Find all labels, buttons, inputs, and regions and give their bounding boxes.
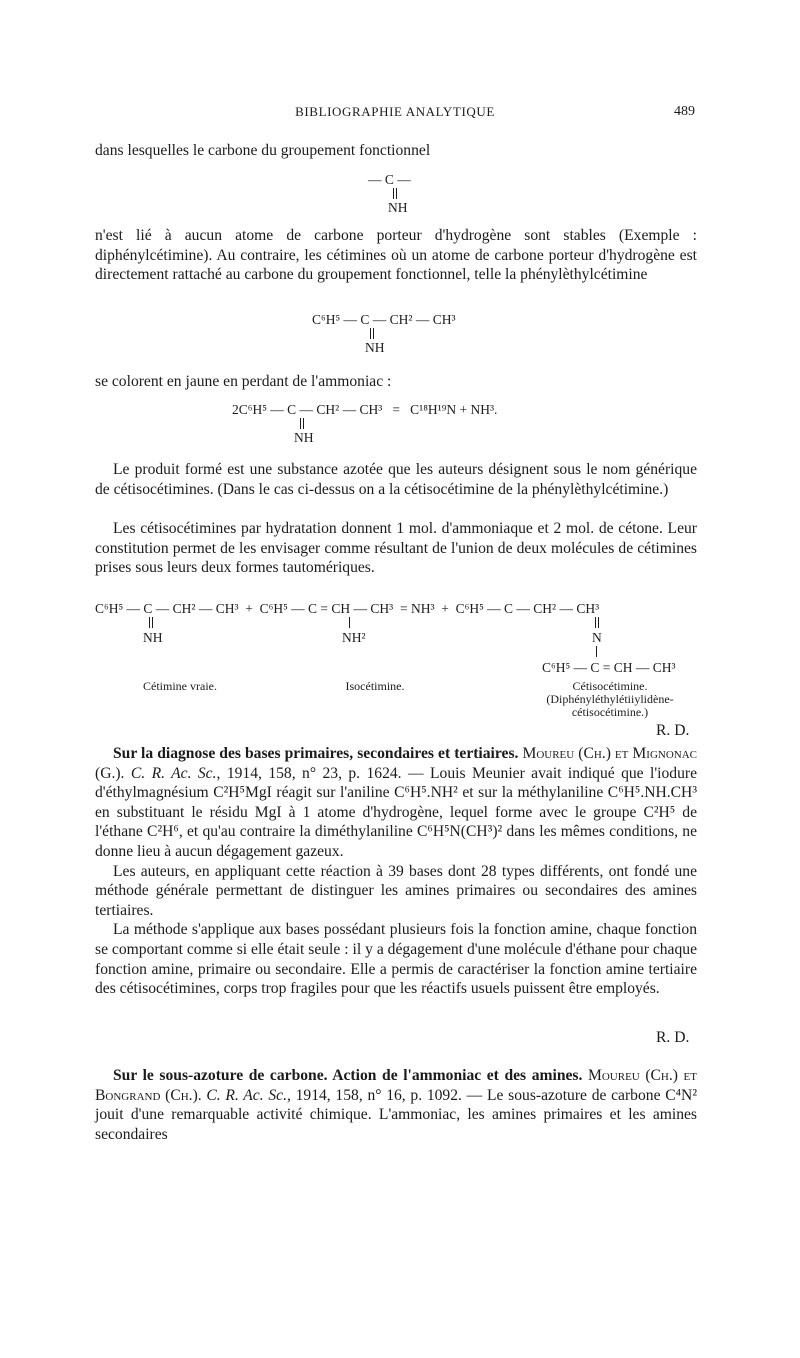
colorent-line [95,372,697,392]
art3-title: Sur le sous-azoture de carbone. Action de l'ammoniac et des amines. [113,1067,583,1084]
art2-title: Sur la diagnose des bases primaires, secondaires et tertiaires. [113,745,519,762]
para2-text: Le produit formé est une substance azotée que les auteurs désignent sous le nom générique de cétisocétimines. (Dans le cas ci-dessus on a la cétisocétimine de la phénylèthylcétimine.) [95,461,697,498]
art3-authors: Moureu (Ch.) et Bongrand (Ch.). [95,1067,697,1104]
art2-para3: La méthode s'applique aux bases possédant plusieurs fois la fonction amine, chaque fonction se comportant comme si elle était seule : il y a dégagement d'une molécule d'éthane pour chaque fonction amine, primaire ou secondaire. Elle a permis de caractériser la fonction amine tertiaire des cétisocétimines, corps trop fragiles pour que les réactifs usuels puissent être employés. [95,921,697,998]
art2-authors: Moureu (Ch.) et Mignonac (G.). [95,745,697,782]
art3-text: — Le sous-azoture de carbone C⁴N² jouit d'une remarquable activité chimique. L'ammoniac, les amines primaires et les amines secondaires [95,1086,697,1143]
article-sous-azoture [95,1066,697,1144]
running-header [95,104,695,126]
paragraph-1 [95,226,697,285]
eq4-n: N [592,630,602,645]
article-diagnose-bases [95,744,697,999]
art2-para2: Les auteurs, en appliquant cette réaction à 39 bases dont 28 types différents, ont fondé une méthode générale permettant de distinguer les amines primaires ou secondaires des amines tertiaires. [95,862,697,919]
intro-text: dans lesquelles le carbone du groupement fonctionnel [95,142,431,159]
art3-ref-tail: , 1914, 158, n° 16, p. 1092. [286,1086,462,1104]
signature-1: R. D. [656,722,690,739]
para1-text: n'est lié à aucun atome de carbone porteur d'hydrogène sont stables (Exemple : diphénylcétimine). Au contraire, les cétimines où un atome de carbone porteur d'hydrogène est directement rattaché au carbone du groupement fonctionnel, telle la phénylèthylcétimine [95,227,697,284]
formula2-top: C⁶H⁵ — C — CH² — CH³ [312,312,456,327]
running-title: BIBLIOGRAPHIE ANALYTIQUE [295,104,495,119]
paragraph-2 [95,460,697,499]
caption-cetisocetimine: Cétisocétimine. (Diphényléthylétiiylidène- cétisocétimine.) [546,679,674,719]
eq4-bottom: C⁶H⁵ — C = CH — CH³ [542,660,676,675]
para3-text: Les cétisocétimines par hydratation donnent 1 mol. d'ammoniaque et 2 mol. de cétone. Leur constitution permet de les envisager comme résultant de l'union de deux molécules de cétimines prises sous leurs deux formes tautomériques. [95,520,697,577]
formula3-top: 2C⁶H⁵ — C — CH² — CH³ = C¹⁸H¹⁹N + NH³. [232,402,498,417]
intro-line [95,141,697,161]
caption-cetimine: Cétimine vraie. [143,679,217,693]
formula1-top: — C — [368,172,411,187]
eq4-top: C⁶H⁵ — C — CH² — CH³ + C⁶H⁵ — C = CH — CH³ = NH³ + C⁶H⁵ — C — CH² — CH³ [95,601,600,616]
paragraph-3 [95,519,697,578]
colorent-text: se colorent en jaune en perdant de l'ammoniac : [95,373,392,390]
art2-text: — Louis Meunier avait indiqué que l'iodure d'éthylmagnésium C²H⁵MgI réagit sur l'aniline C⁶H⁵.NH² et sur la méthylaniline C⁶H⁵.NH.CH³ en substituant le résidu MgI à 1 atome d'hydrogène, lequel forme avec le groupe C²H⁵ de l'éthane C²H⁶, et qu'au contraire la diméthylaniline C⁶H⁵N(CH³)² dans les mêmes conditions, ne donne lieu à aucun dégagement gazeux. [95,764,697,860]
eq4-nh-b: NH² [342,630,366,645]
art2-ref: C. R. Ac. Sc. [130,764,217,782]
formula2-nh: NH [365,340,385,355]
art3-ref: C. R. Ac. Sc. [206,1086,287,1104]
caption-isocetimine: Isocétimine. [345,679,405,693]
eq4-nh-a: NH [143,630,163,645]
page-number: 489 [674,104,695,119]
formula1-nh: NH [388,200,408,215]
formula3-nh: NH [294,430,314,445]
art2-ref-tail: , 1914, 158, n° 23, p. 1624. [216,764,402,782]
signature-2: R. D. [656,1029,690,1046]
